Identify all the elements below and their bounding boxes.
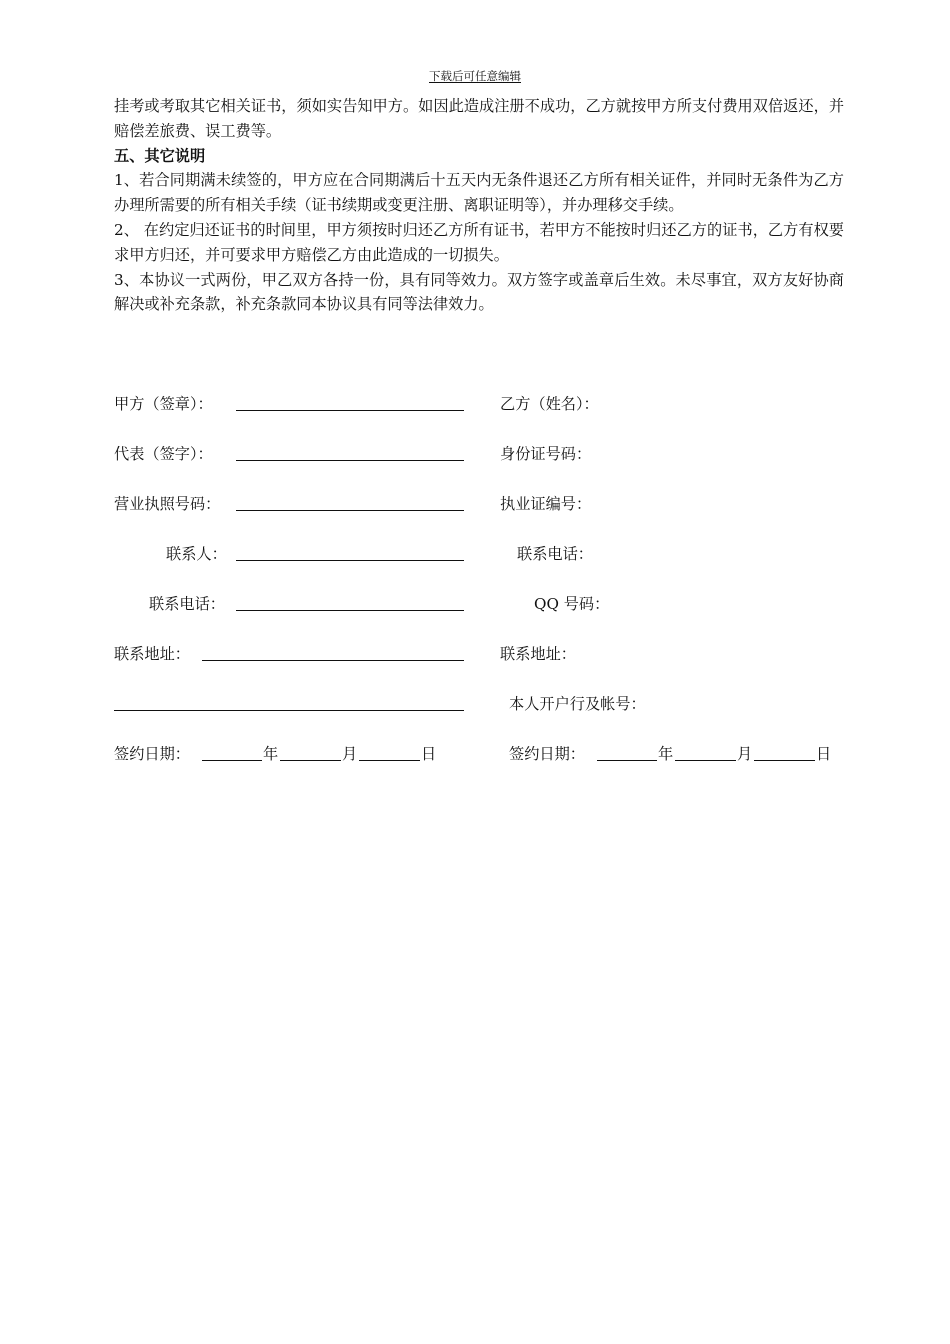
party-a-contact-label: 联系人： xyxy=(166,545,227,563)
party-a-license-blank[interactable] xyxy=(236,510,464,511)
party-a-year-label: 年 xyxy=(263,745,279,763)
paragraph-continued-clause: 挂考或考取其它相关证书，须如实告知甲方。如因此造成注册不成功，乙方就按甲方所支付费用双倍返还，并赔偿差旅费、误工费等。 xyxy=(114,97,844,140)
party-a-date-label: 签约日期： xyxy=(114,745,190,763)
download-note-text: 下载后可任意编辑 xyxy=(429,69,521,83)
signature-row-bank xyxy=(0,691,950,717)
party-a-day-label: 日 xyxy=(421,745,437,763)
party-a-month-label: 月 xyxy=(342,745,358,763)
party-b-phone-label: 联系电话： xyxy=(517,545,593,563)
signature-row-license xyxy=(0,491,950,517)
party-b-day-blank[interactable] xyxy=(754,760,815,761)
party-a-address-blank[interactable] xyxy=(202,660,464,661)
party-a-phone-label: 联系电话： xyxy=(149,595,225,613)
party-b-year-blank[interactable] xyxy=(597,760,657,761)
clause-item-2: 2、 在约定归还证书的时间里，甲方须按时归还乙方所有证书，若甲方不能按时归还乙方的证书，乙方有权要求甲方归还，并可要求甲方赔偿乙方由此造成的一切损失。 xyxy=(114,220,844,264)
party-a-year-blank[interactable] xyxy=(202,760,262,761)
party-a-rep-label: 代表（签字）： xyxy=(114,445,213,463)
party-b-id-label: 身份证号码： xyxy=(500,445,592,463)
party-b-month-label: 月 xyxy=(737,745,753,763)
party-b-year-label: 年 xyxy=(658,745,674,763)
party-b-qq-label: QQ 号码： xyxy=(534,595,610,613)
party-a-address-label: 联系地址： xyxy=(114,645,190,663)
party-b-date-label: 签约日期： xyxy=(509,745,585,763)
party-a-rep-blank[interactable] xyxy=(236,460,464,461)
clause-item-1: 1、若合同期满未续签的，甲方应在合同期满后十五天内无条件退还乙方所有相关证件，并同时无条件为乙方办理所需要的所有相关手续（证书续期或变更注册、离职证明等），并办理移交手续。 xyxy=(114,171,844,215)
clause-item-3: 3、本协议一式两份，甲乙双方各持一份，具有同等效力。双方签字或盖章后生效。未尽事宜，双方友好协商解决或补充条款，补充条款同本协议具有同等法律效力。 xyxy=(114,270,844,314)
party-b-address-label: 联系地址： xyxy=(500,645,576,663)
party-b-bank-label: 本人开户行及帐号： xyxy=(509,695,646,713)
party-a-phone-blank[interactable] xyxy=(236,610,464,611)
party-b-name-label: 乙方（姓名）： xyxy=(500,395,599,413)
signature-row-representative xyxy=(0,441,950,467)
party-a-seal-label: 甲方（签章）： xyxy=(114,395,213,413)
party-b-month-blank[interactable] xyxy=(675,760,736,761)
party-a-address-extra-blank[interactable] xyxy=(114,710,464,711)
signature-row-contact xyxy=(0,541,950,567)
signature-row-address xyxy=(0,641,950,667)
agreement-body xyxy=(114,94,844,317)
party-a-month-blank[interactable] xyxy=(280,760,341,761)
signature-row-date xyxy=(0,741,950,767)
signature-row-seal xyxy=(0,391,950,417)
signature-row-phone xyxy=(0,591,950,617)
download-note-header xyxy=(0,68,950,84)
party-a-contact-blank[interactable] xyxy=(236,560,464,561)
party-a-seal-blank[interactable] xyxy=(236,410,464,411)
section-five-heading: 五、其它说明 xyxy=(114,146,206,165)
party-b-day-label: 日 xyxy=(816,745,832,763)
party-b-cert-label: 执业证编号： xyxy=(500,495,592,513)
party-a-day-blank[interactable] xyxy=(359,760,420,761)
party-a-license-label: 营业执照号码： xyxy=(114,495,221,513)
